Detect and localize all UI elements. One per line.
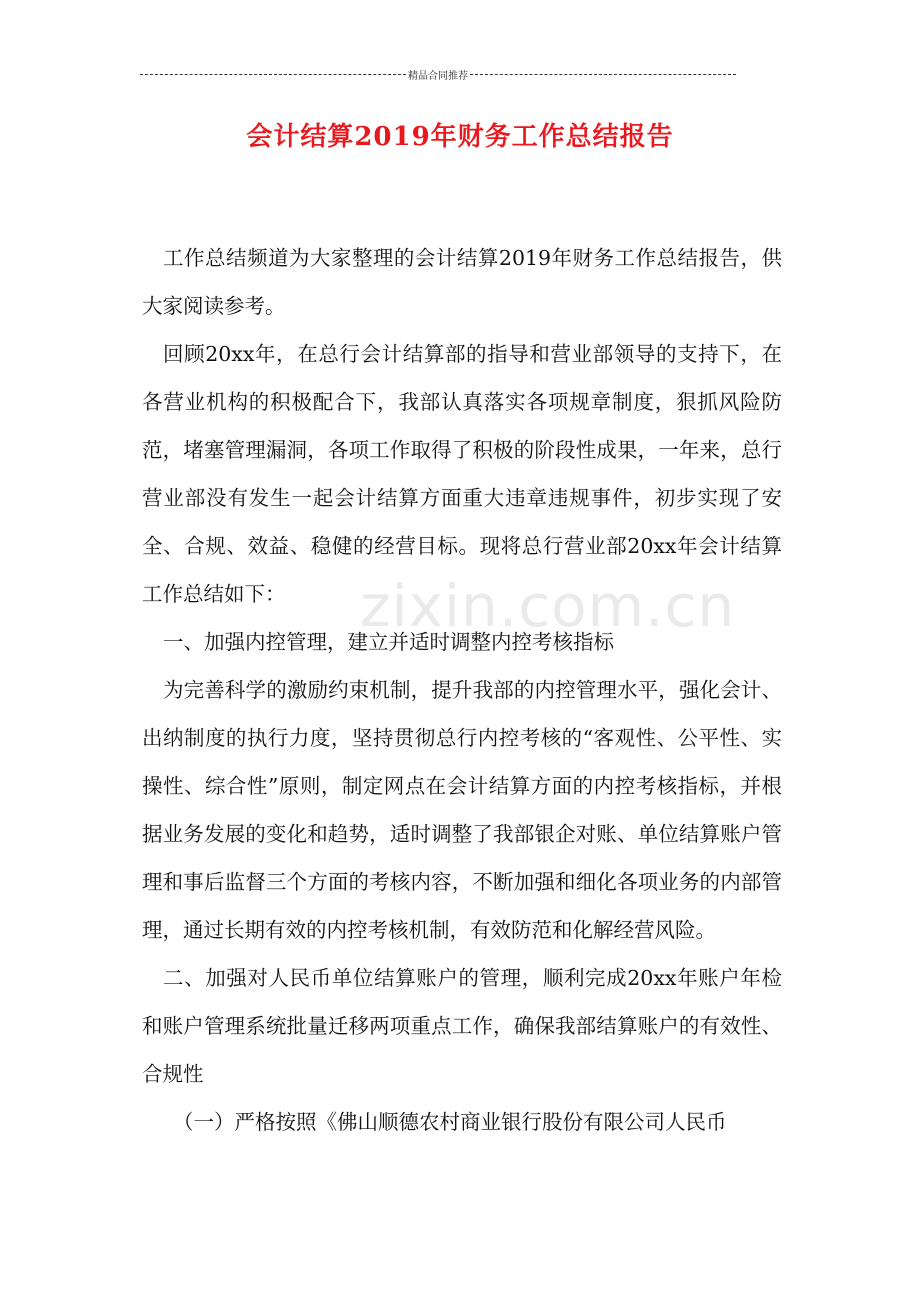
document-body xyxy=(142,234,782,1146)
section-heading-2: 二、加强对人民币单位结算账户的管理，顺利完成20xx年账户年检和账户管理系统批量迁移两项重点工作，确保我部结算账户的有效性、合规性 xyxy=(142,966,782,1086)
paragraph-intro: 工作总结频道为大家整理的会计结算2019年财务工作总结报告，供大家阅读参考。 xyxy=(142,246,782,318)
paragraph-section-1: 为完善科学的激励约束机制，提升我部的内控管理水平，强化会计、出纳制度的执行力度，坚持贯彻总行内控考核的“客观性、公平性、实操性、综合性”原则，制定网点在会计结算方面的内控考核指标，并根据业务发展的变化和趋势，适时调整了我部银企对账、单位结算账户管理和事后监督三个方面的考核内容，不断加强和细化各项业务的内部管理，通过长期有效的内控考核机制，有效防范和化解经营风险。 xyxy=(142,678,782,942)
header-label: 精品合同推荐 xyxy=(408,70,468,82)
header-dash-right xyxy=(470,74,736,75)
document-title: 会计结算2019年财务工作总结报告 xyxy=(246,122,674,152)
paragraph-review: 回顾20xx年，在总行会计结算部的指导和营业部领导的支持下，在各营业机构的积极配合下，我部认真落实各项规章制度，狠抓风险防范，堵塞管理漏洞，各项工作取得了积极的阶段性成果，一年来，总行营业部没有发生一起会计结算方面重大违章违规事件，初步实现了安全、合规、效益、稳健的经营目标。现将总行营业部20xx年会计结算工作总结如下： xyxy=(142,342,782,606)
watermark: zixin.com.cn xyxy=(360,572,736,640)
subsection-1: （一）严格按照《佛山顺德农村商业银行股份有限公司人民币 xyxy=(173,1110,727,1134)
section-heading-1: 一、加强内控管理，建立并适时调整内控考核指标 xyxy=(163,630,614,654)
page-header xyxy=(140,66,736,82)
header-dash-left xyxy=(140,74,406,75)
